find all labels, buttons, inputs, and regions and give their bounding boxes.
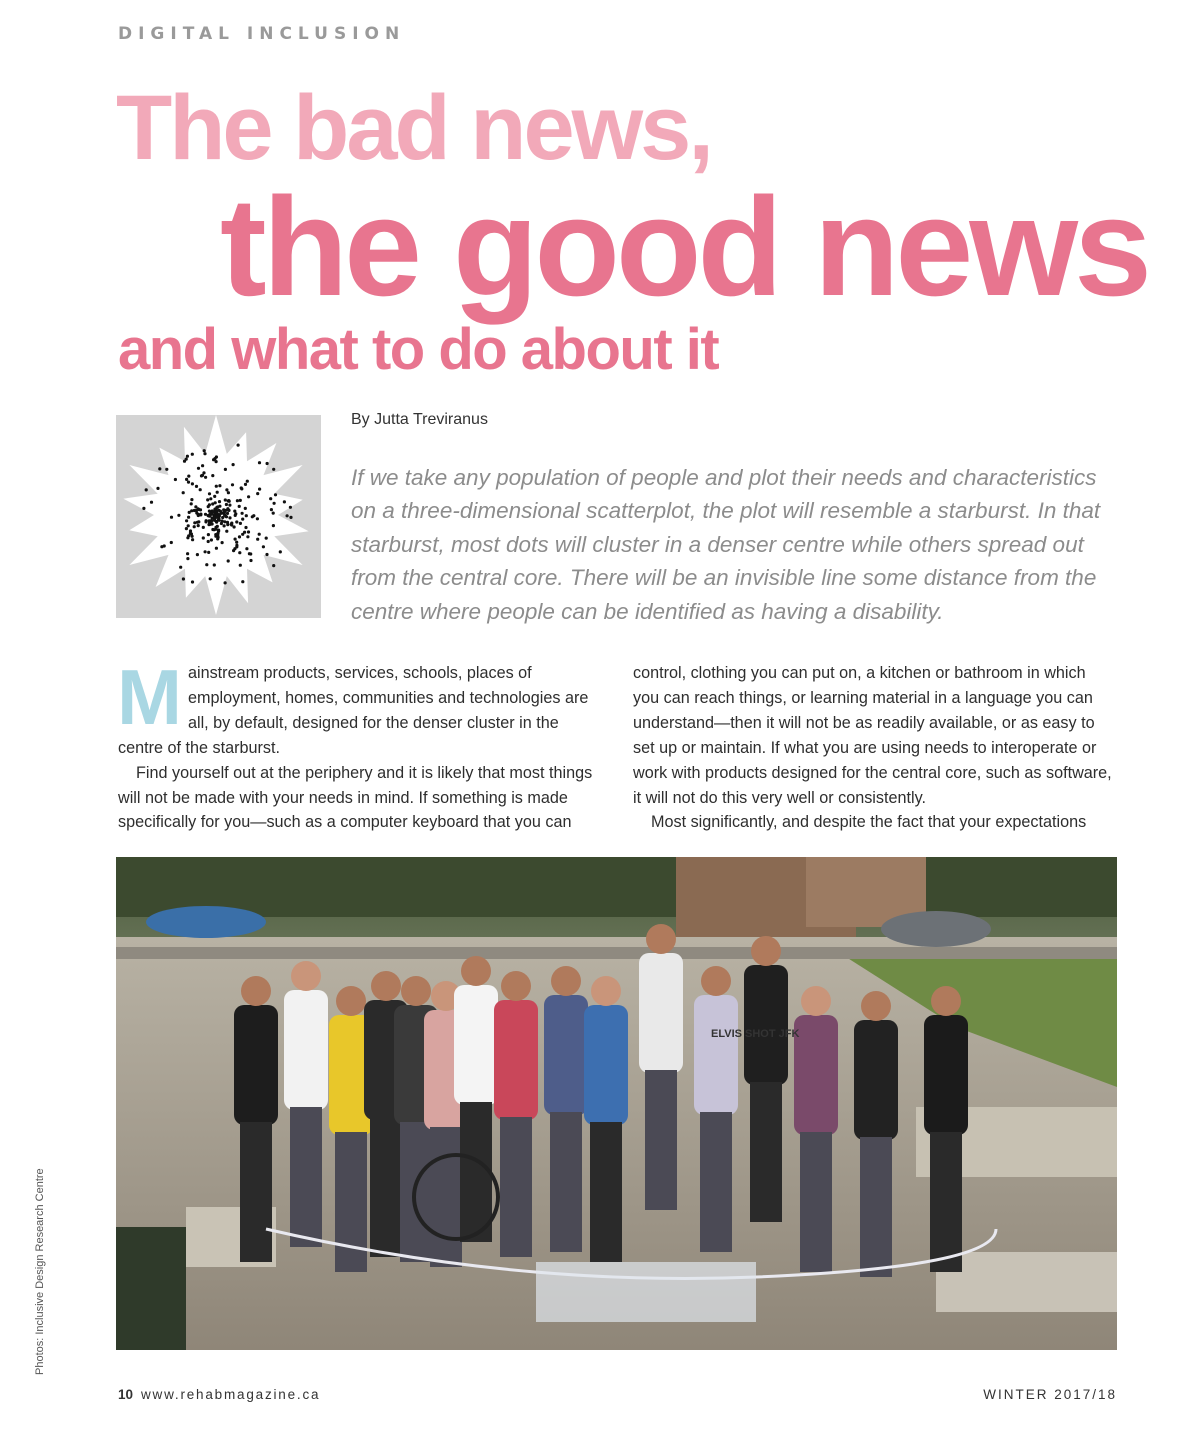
byline: By Jutta Treviranus [351, 411, 488, 428]
scatter-dot [187, 524, 190, 527]
scatter-dot [182, 491, 185, 494]
scatter-dot [223, 513, 226, 516]
scatter-dot [207, 540, 210, 543]
person-body [454, 985, 498, 1105]
scatter-dot [199, 488, 202, 491]
scatter-dot [195, 485, 198, 488]
scatter-dot [258, 461, 261, 464]
scatter-dot [188, 511, 191, 514]
scatter-dot [211, 510, 214, 513]
scatter-dot [220, 512, 223, 515]
scatter-dot [223, 524, 226, 527]
scatter-dot [274, 493, 277, 496]
scatter-dot [204, 550, 207, 553]
scatter-dot [256, 492, 259, 495]
person-legs [500, 1117, 532, 1257]
scatter-dot [174, 478, 177, 481]
scatter-dot [272, 512, 275, 515]
headline-line-3: and what to do about it [118, 317, 719, 382]
scatter-dot [233, 525, 236, 528]
person-head [241, 976, 271, 1006]
scatter-dot [211, 522, 214, 525]
scatter-dot [202, 471, 205, 474]
scatter-dot [191, 453, 194, 456]
person-head [371, 971, 401, 1001]
headline-line-1: The bad news, [116, 77, 711, 179]
scatter-dot [269, 497, 272, 500]
person-head [801, 986, 831, 1016]
scatter-dot [247, 495, 250, 498]
person-body [639, 953, 683, 1073]
starburst-scatterplot [116, 415, 321, 618]
scatter-dot [208, 519, 211, 522]
scatter-dot [187, 481, 190, 484]
scatter-dot [272, 468, 275, 471]
scatter-dot [230, 523, 233, 526]
person-head [931, 986, 961, 1016]
person-head [336, 986, 366, 1016]
person-head [291, 961, 321, 991]
pull-quote: If we take any population of people and plot their needs and characteristics on a three-dimensional scatterplot, the plot will resemble a starburst. In that starburst, most dots will cluster in a denser centre while others spread out from the central core. There will be an invisible line some distance from the centre where people can be identified as having a disability. [351, 465, 1101, 624]
scatter-dot [193, 525, 196, 528]
scatter-dot [191, 538, 194, 541]
scatter-dot [227, 499, 230, 502]
scatter-dot [236, 499, 239, 502]
scatter-dot [187, 475, 190, 478]
person-legs [750, 1082, 782, 1222]
page-number: 10 [118, 1387, 134, 1402]
person-body [924, 1015, 968, 1135]
scatter-dot [225, 503, 228, 506]
scatter-dot [235, 541, 238, 544]
scatter-dot [239, 499, 242, 502]
scatter-dot [237, 444, 240, 447]
scatter-dot [158, 467, 161, 470]
scatter-dot [203, 452, 206, 455]
article-paragraph-1 [117, 653, 598, 761]
scatter-dot [213, 495, 216, 498]
scatter-dot [186, 557, 189, 560]
scatter-dot [190, 502, 193, 505]
person-body [544, 995, 588, 1115]
scatter-dot [150, 501, 153, 504]
scatter-dot [202, 526, 205, 529]
scatter-dot [224, 468, 227, 471]
person-head [646, 924, 676, 954]
photo-credit: Photos: Inclusive Design Research Centre [34, 1168, 46, 1375]
scatter-dot [210, 538, 213, 541]
person-legs [700, 1112, 732, 1252]
starburst-illustration [116, 415, 321, 618]
scatter-dot [246, 535, 249, 538]
scatter-dot [234, 514, 237, 517]
scatter-dot [191, 580, 194, 583]
scatter-dot [187, 516, 190, 519]
person-body [794, 1015, 838, 1135]
scatter-dot [231, 483, 234, 486]
scatter-dot [215, 512, 218, 515]
scatter-dot [203, 449, 206, 452]
person-legs [590, 1122, 622, 1262]
scatter-dot [224, 498, 227, 501]
person-legs [860, 1137, 892, 1277]
scatter-dot [238, 551, 241, 554]
scatter-dot [241, 533, 244, 536]
scatter-dot [213, 528, 216, 531]
scatter-dot [221, 541, 224, 544]
scatter-dot [183, 460, 186, 463]
scatter-dot [228, 516, 231, 519]
scatter-dot [249, 559, 252, 562]
scatter-dot [262, 545, 265, 548]
person-head [501, 971, 531, 1001]
scatter-dot [218, 484, 221, 487]
scatter-dot [215, 460, 218, 463]
person-legs [370, 1117, 402, 1257]
scatter-dot [207, 533, 210, 536]
scatter-dot [216, 537, 219, 540]
scatter-dot [238, 505, 241, 508]
scatter-dot [195, 509, 198, 512]
scatter-dot [202, 536, 205, 539]
scatter-dot [232, 463, 235, 466]
scatter-dot [239, 522, 242, 525]
scatter-dot [218, 500, 221, 503]
scatter-dot [228, 504, 231, 507]
scatter-dot [197, 467, 200, 470]
person-legs [335, 1132, 367, 1272]
person-legs [290, 1107, 322, 1247]
issue-date: WINTER 2017/18 [983, 1387, 1117, 1402]
scatter-dot [199, 513, 202, 516]
scatter-dot [223, 509, 226, 512]
scatter-dot [177, 514, 180, 517]
scatter-dot [185, 478, 188, 481]
scatter-dot [186, 455, 189, 458]
scatter-dot [258, 488, 261, 491]
person-head [591, 976, 621, 1006]
headline-line-2: the good news [220, 168, 1148, 325]
person-body [234, 1005, 278, 1125]
scatter-dot [273, 502, 276, 505]
group-photo-illustration [116, 857, 1117, 1350]
scatter-dot [270, 508, 273, 511]
scatter-dot [185, 527, 188, 530]
scatter-dot [207, 551, 210, 554]
scatter-dot [170, 541, 173, 544]
scatter-dot [235, 520, 238, 523]
scatter-dot [226, 507, 229, 510]
person-legs [550, 1112, 582, 1252]
scatter-dot [286, 514, 289, 517]
scatter-dot [191, 535, 194, 538]
scatter-dot [244, 526, 247, 529]
scatter-dot [221, 516, 224, 519]
scatter-dot [208, 492, 211, 495]
scatter-dot [206, 498, 209, 501]
scatter-dot [241, 580, 244, 583]
scatter-dot [204, 513, 207, 516]
scatter-dot [211, 502, 214, 505]
scatter-dot [215, 547, 218, 550]
person-body [494, 1000, 538, 1120]
scatter-dot [224, 581, 227, 584]
drop-cap: M [117, 653, 182, 741]
scatter-dot [170, 516, 173, 519]
person-legs [240, 1122, 272, 1262]
scatter-dot [245, 547, 248, 550]
scatter-dot [221, 519, 224, 522]
scatter-dot [213, 563, 216, 566]
scatter-dot [218, 505, 221, 508]
scatter-dot [213, 457, 216, 460]
person-head [861, 991, 891, 1021]
scatter-dot [227, 559, 230, 562]
scatter-dot [225, 488, 228, 491]
scatter-dot [208, 503, 211, 506]
scatter-dot [197, 524, 200, 527]
scatter-dot [204, 476, 207, 479]
scatter-dot [156, 487, 159, 490]
scatter-dot [232, 549, 235, 552]
scatter-dot [200, 474, 203, 477]
person-legs [800, 1132, 832, 1272]
scatter-dot [227, 491, 230, 494]
person-head [751, 936, 781, 966]
person-legs [460, 1102, 492, 1242]
person-head [461, 956, 491, 986]
scatter-dot [247, 530, 250, 533]
scatter-dot [217, 530, 220, 533]
scatter-dot [279, 550, 282, 553]
scatter-dot [238, 535, 241, 538]
scatter-dot [225, 530, 228, 533]
scatter-dot [163, 544, 166, 547]
scatter-dot [185, 519, 188, 522]
scatter-dot [211, 474, 214, 477]
scatter-dot [226, 512, 229, 515]
scatter-dot [272, 564, 275, 567]
scatter-dot [190, 498, 193, 501]
website-link[interactable]: www.rehabmagazine.ca [141, 1387, 321, 1402]
person-body [284, 990, 328, 1110]
scatter-dot [240, 487, 243, 490]
scatter-dot [244, 483, 247, 486]
person-legs [430, 1127, 462, 1267]
scatter-dot [258, 533, 261, 536]
article-paragraph-4: Most significantly, and despite the fact that your expectations [651, 813, 1087, 832]
paragraph-1-text: ainstream products, services, schools, places of employment, homes, communities and technologies are all, by default, designed for the denser cluster in the centre of the starburst. [118, 664, 589, 757]
person-body [584, 1005, 628, 1125]
scatter-dot [191, 482, 194, 485]
scatter-dot [239, 564, 242, 567]
article-column-2 [633, 661, 1113, 835]
person-legs [645, 1070, 677, 1210]
scatter-dot [165, 468, 168, 471]
person-body [744, 965, 788, 1085]
scatter-dot [265, 553, 268, 556]
person-body [854, 1020, 898, 1140]
scatter-dot [244, 507, 247, 510]
scatter-dot [241, 518, 244, 521]
scatter-dot [283, 500, 286, 503]
scatter-dot [265, 537, 268, 540]
scatter-dot [204, 520, 207, 523]
scatter-dot [249, 552, 252, 555]
scatter-dot [223, 520, 226, 523]
scatter-dot [272, 524, 275, 527]
article-paragraph-3: control, clothing you can put on, a kitchen or bathroom in which you can reach things, or learning material in a language you can understand—then it will not be as readily available, or as easy to set up or maintain. If what you are using needs to interoperate or work with products designed for the central core, such as software, it will not do this very well or consistently. [633, 664, 1112, 807]
scatter-dot [245, 514, 248, 517]
person-legs [930, 1132, 962, 1272]
scatter-dot [208, 514, 211, 517]
section-label: DIGITAL INCLUSION [118, 24, 406, 44]
scatter-dot [196, 521, 199, 524]
person-head [701, 966, 731, 996]
scatter-dot [186, 552, 189, 555]
scatter-dot [252, 514, 255, 517]
shirt-text: ELVIS SHOT JFK [711, 1028, 800, 1040]
scatter-dot [196, 553, 199, 556]
scatter-dot [217, 517, 220, 520]
scatter-dot [235, 544, 238, 547]
scatter-dot [256, 517, 259, 520]
person-head [551, 966, 581, 996]
scatter-dot [201, 464, 204, 467]
person-body [694, 995, 738, 1115]
scatter-dot [209, 497, 212, 500]
group-photo [116, 857, 1117, 1350]
scatter-dot [234, 538, 237, 541]
scatter-dot [209, 577, 212, 580]
scatter-dot [145, 488, 148, 491]
article-paragraph-2: Find yourself out at the periphery and it is likely that most things will not be made with your needs in mind. If something is made specifically for you—such as a computer keyboard that you can [118, 763, 593, 832]
scatter-dot [215, 485, 218, 488]
scatter-dot [182, 577, 185, 580]
scatter-dot [214, 533, 217, 536]
scatter-dot [215, 515, 218, 518]
scatter-dot [256, 538, 259, 541]
scatter-dot [266, 462, 269, 465]
scatter-dot [246, 480, 249, 483]
scatter-dot [289, 516, 292, 519]
scatter-dot [226, 521, 229, 524]
scatter-dot [289, 506, 292, 509]
scatter-dot [216, 491, 219, 494]
scatter-dot [179, 566, 182, 569]
scatter-dot [142, 507, 145, 510]
scatter-dot [241, 512, 244, 515]
scatter-dot [205, 563, 208, 566]
article-column-1 [117, 653, 598, 835]
scatter-dot [187, 534, 190, 537]
person-head [401, 976, 431, 1006]
